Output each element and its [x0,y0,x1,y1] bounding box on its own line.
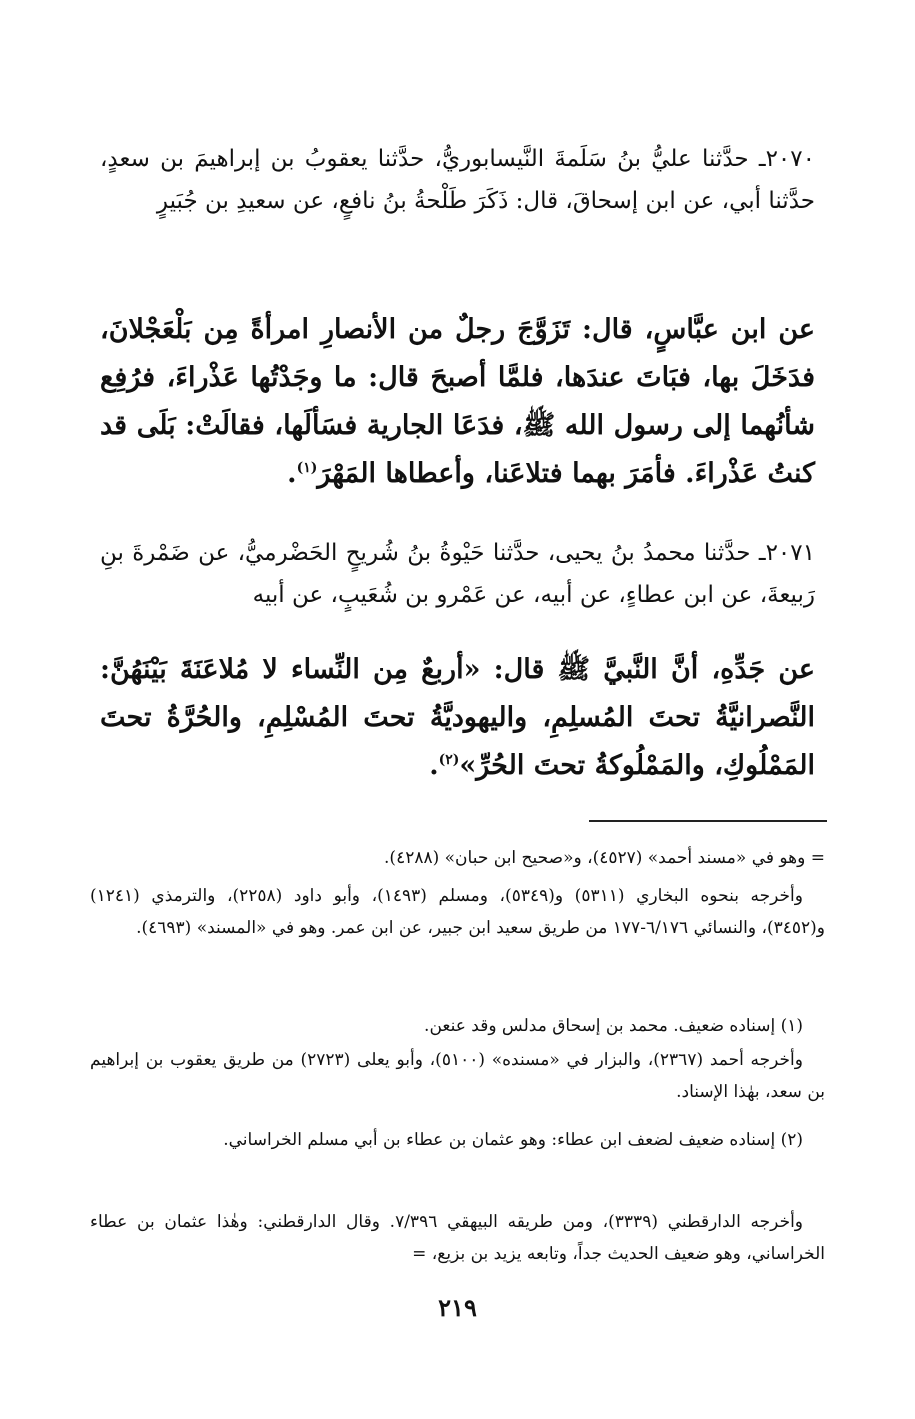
footnote-ref-1: (١) [296,460,318,476]
hadith-2070-matn [100,306,815,498]
hadith-2071-text: عن جَدِّهِ، أنَّ النَّبيَّ ﷺ قال: «أربعٌ مِن النِّساء لا مُلاعَنَةَ بَيْنَهُنَّ: النَّصرانيَّةُ تحتَ المُسلِمِ، واليهوديَّةُ تحتَ المُسْلِمِ، والحُرَّةُ تحتَ المَمْلُوكِ، والمَمْلُوكةُ تحتَ الحُرِّ» [100,654,815,781]
footnote-separator [589,820,827,822]
footnote-2-sources: وأخرجه الدارقطني (٣٣٣٩)، ومن طريقه البيهقي ٧/٣٩٦. وقال الدارقطني: وهٰذا عثمان بن عطاء الخراساني، وهو ضعيف الحديث جداً، وتابعه يزيد بن بزيع، = [90,1212,825,1264]
hadith-2071-end: . [429,750,439,781]
footnote-2: (٢) إسناده ضعيف لضعف ابن عطاء: وهو عثمان بن عطاء بن أبي مسلم الخراساني. [223,1130,803,1150]
hadith-2071-isnad: ٢٠٧١ـ حدَّثنا محمدُ بنُ يحيى، حدَّثنا حَيْوةُ بنُ شُريحٍ الحَضْرميُّ، عن ضَمْرةَ بنِ رَبيعةَ، عن ابن عطاءٍ، عن أبيه، عن عَمْرو بن شُعَيبٍ، عن أبيه [100,540,815,608]
page-number: ٢١٩ [438,1293,477,1322]
hadith-2070-text: عن ابن عبَّاسٍ، قال: تَزَوَّجَ رجلٌ من الأنصارِ امرأةً مِن بَلْعَجْلانَ، فدَخَلَ بها، فبَاتَ عندَها، فلمَّا أصبحَ قال: ما وجَدْتُها عَذْراءَ، فرُفِع شأنُهما إلى رسول الله ﷺ، فدَعَا الجارية فسَألَها، فقالَتْ: بَلَى قد كنتُ عَذْراءَ. فأمَرَ بهما فتلاعَنا، وأعطاها المَهْرَ [100,314,815,489]
footnote-continuation-2: وأخرجه بنحوه البخاري (٥٣١١) و(٥٣٤٩)، ومسلم (١٤٩٣)، وأبو داود (٢٢٥٨)، والترمذي (١٢٤١) و(٣٤٥٢)، والنسائي ٦/١٧٦-١٧٧ من طريق سعيد ابن جبير، عن ابن عمر. وهو في «المسند» (٤٦٩٣). [90,886,825,938]
footnote-1-sources: وأخرجه أحمد (٢٣٦٧)، والبزار في «مسنده» (٥١٠٠)، وأبو يعلى (٢٧٢٣) من طريق يعقوب بن إبراهيم بن سعد، بهٰذا الإسناد. [90,1050,825,1102]
footnote-continuation: = وهو في «مسند أحمد» (٤٥٢٧)، و«صحيح ابن حبان» (٤٢٨٨). [384,848,825,868]
hadith-2070-end: . [287,458,297,489]
footnote-1: (١) إسناده ضعيف. محمد بن إسحاق مدلس وقد عنعن. [424,1016,803,1036]
hadith-2071-matn [100,646,815,790]
footnote-ref-2: (٢) [438,752,460,768]
hadith-2070-isnad: ٢٠٧٠ـ حدَّثنا عليُّ بنُ سَلَمةَ النَّيسابوريُّ، حدَّثنا يعقوبُ بن إبراهيمَ بن سعدٍ، حدَّثنا أبي، عن ابن إسحاقَ، قال: ذَكَرَ طَلْحةُ بنُ نافعٍ، عن سعيدِ بن جُبَيرٍ [100,146,815,214]
